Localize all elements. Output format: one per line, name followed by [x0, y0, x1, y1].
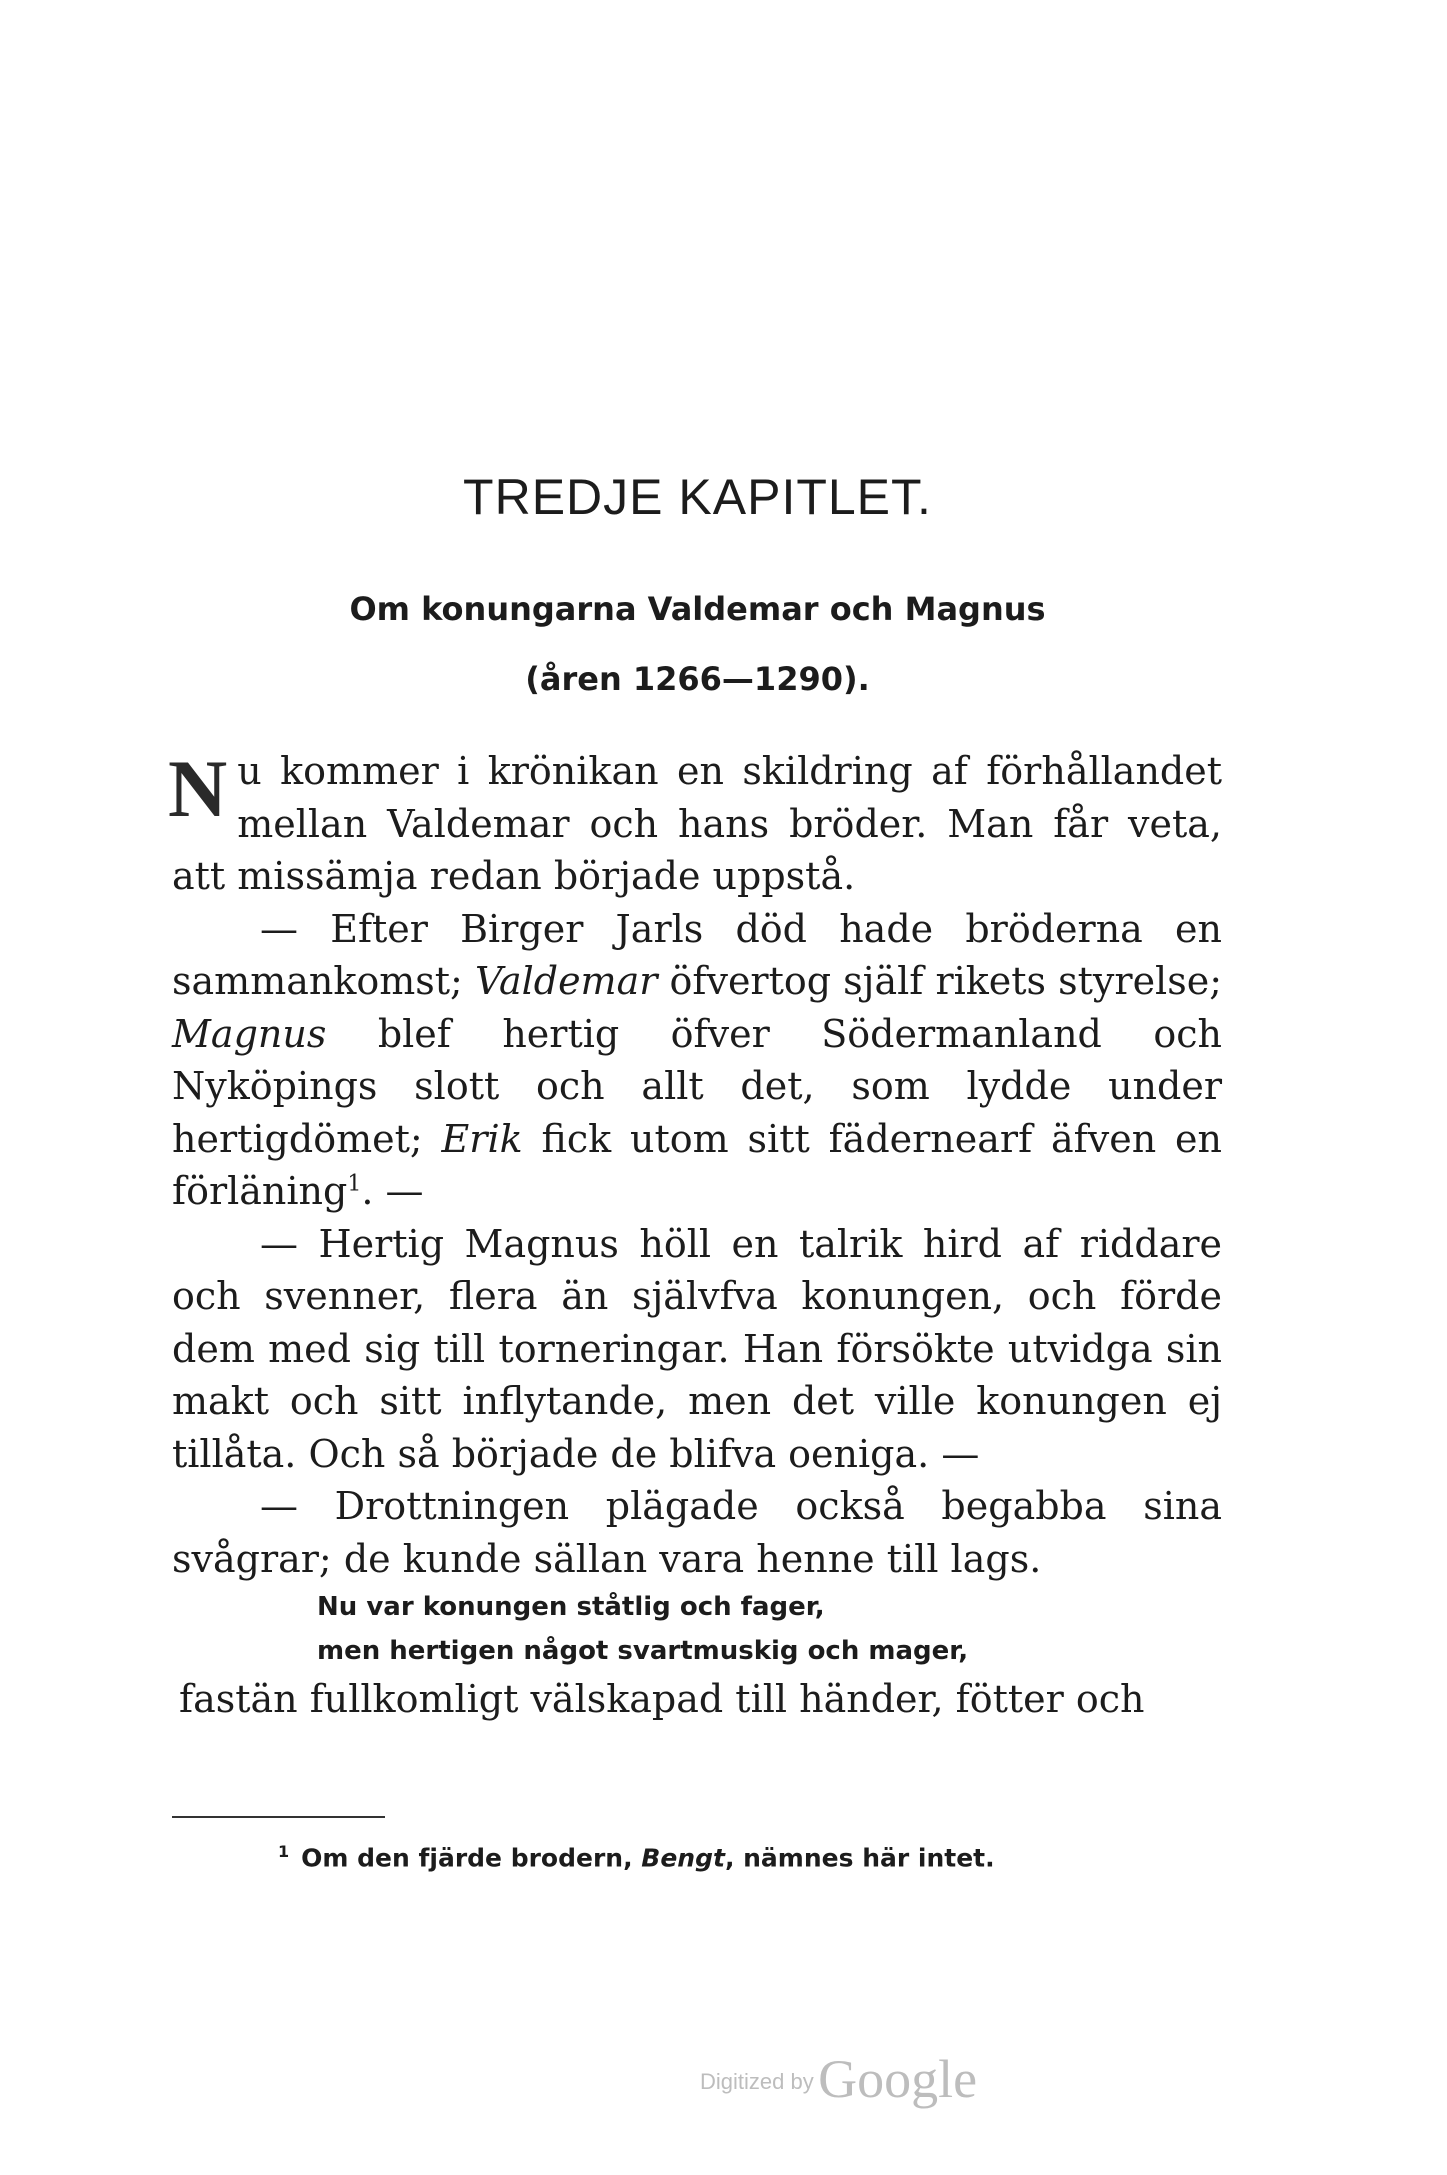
- footnote-mark: 1: [278, 1842, 290, 1861]
- chapter-subtitle-years: (åren 1266—1290).: [525, 660, 870, 698]
- watermark-caption: Digitized by: [700, 2069, 814, 2094]
- paragraph-text: . —: [361, 1169, 424, 1213]
- drop-cap: N: [168, 743, 228, 834]
- paragraph-text: u kommer i krönikan en skildring af förhållandet mellan Valdemar och hans bröder. Man får veta, att missämja redan började uppstå.: [172, 749, 1222, 898]
- footnote-text: Om den fjärde brodern,: [301, 1843, 642, 1873]
- footnote-text: , nämnes här intet.: [724, 1843, 995, 1873]
- digitized-watermark: [700, 2048, 977, 2110]
- paragraph: — Drottningen plägade också begabba sina svågrar; de kunde sällan vara henne till lags.: [172, 1484, 1222, 1581]
- chapter-subtitle: Om konungarna Valdemar och Magnus: [349, 590, 1046, 628]
- paragraph-text: blef hertig öfver Södermanland och Nyköpings slott och allt det, som lydde under hertigdömet;: [172, 1011, 1222, 1161]
- footnote-reference: 1: [347, 1171, 362, 1197]
- paragraph-text: öfvertog själf rikets styrelse;: [657, 959, 1222, 1003]
- italic-name: Magnus: [172, 1011, 327, 1056]
- paragraph: [172, 903, 1222, 1218]
- google-logo: Google: [818, 2049, 978, 2109]
- verse-line: Nu var konungen ståtlig och fager,: [317, 1592, 825, 1622]
- footnote-divider: [172, 1816, 385, 1818]
- chapter-title: TREDJE KAPITLET.: [463, 469, 932, 525]
- paragraph-text: — Efter Birger Jarls död hade bröderna en sammankomst;: [172, 906, 1222, 1003]
- paragraph: [168, 743, 1222, 903]
- verse-line: men hertigen något svartmuskig och mager,: [317, 1636, 969, 1666]
- italic-name: Valdemar: [474, 959, 658, 1003]
- footnote-name: Bengt: [641, 1843, 725, 1873]
- italic-name: Erik: [441, 1116, 523, 1161]
- paragraph: fastän fullkomligt välskapad till händer, fötter och: [179, 1677, 1145, 1721]
- footnote: [278, 1842, 995, 1872]
- paragraph-text: fick utom sitt fädernearf äfven en förläning: [172, 1116, 1222, 1213]
- body-text: [168, 743, 1222, 1726]
- paragraph: — Hertig Magnus höll en talrik hird af riddare och svenner, flera än självfva konungen, och förde dem med sig till torneringar. Han försökte utvidga sin makt och sitt inflytande, men det ville konungen ej tillåta. Och så började de blifva oeniga. —: [172, 1221, 1222, 1476]
